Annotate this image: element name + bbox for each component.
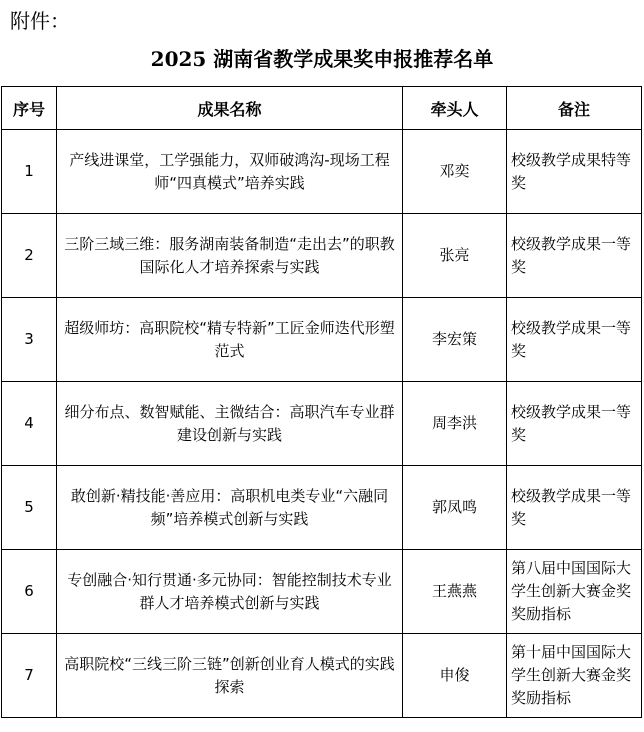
- header-leader: 牵头人: [403, 87, 507, 130]
- header-no: 序号: [2, 87, 57, 130]
- table-row: [2, 298, 642, 382]
- row-leader: 申俊: [403, 634, 507, 718]
- document-title: 2025 湖南省教学成果奖申报推荐名单: [150, 47, 494, 71]
- row-name: 超级师坊：高职院校“精专特新”工匠金师迭代形塑范式: [57, 298, 403, 382]
- table-row: [2, 382, 642, 466]
- row-no: 5: [2, 466, 57, 550]
- row-no: 1: [2, 130, 57, 214]
- row-leader: 李宏策: [403, 298, 507, 382]
- row-name: 高职院校“三线三阶三链”创新创业育人模式的实践探索: [57, 634, 403, 718]
- row-note: 第八届中国国际大学生创新大赛金奖奖励指标: [507, 550, 642, 634]
- attachment-label: 附件：: [10, 9, 70, 33]
- row-leader: 郭凤鸣: [403, 466, 507, 550]
- row-name: 细分布点、数智赋能、主微结合：高职汽车专业群建设创新与实践: [57, 382, 403, 466]
- row-no: 3: [2, 298, 57, 382]
- row-name: 产线进课堂，工学强能力，双师破鸿沟-现场工程师“四真模式”培养实践: [57, 130, 403, 214]
- row-no: 4: [2, 382, 57, 466]
- nomination-table: [1, 86, 642, 718]
- table-row: [2, 214, 642, 298]
- row-no: 2: [2, 214, 57, 298]
- row-note: 第十届中国国际大学生创新大赛金奖奖励指标: [507, 634, 642, 718]
- row-note: 校级教学成果一等奖: [507, 382, 642, 466]
- row-leader: 周李洪: [403, 382, 507, 466]
- row-name: 三阶三域三维：服务湖南装备制造“走出去”的职教国际化人才培养探索与实践: [57, 214, 403, 298]
- row-no: 6: [2, 550, 57, 634]
- row-name: 专创融合·知行贯通·多元协同：智能控制技术专业群人才培养模式创新与实践: [57, 550, 403, 634]
- row-name: 敢创新·精技能·善应用：高职机电类专业“六融同频”培养模式创新与实践: [57, 466, 403, 550]
- row-note: 校级教学成果特等奖: [507, 130, 642, 214]
- row-leader: 邓奕: [403, 130, 507, 214]
- table-row: [2, 130, 642, 214]
- row-leader: 张亮: [403, 214, 507, 298]
- header-name: 成果名称: [57, 87, 403, 130]
- table-row: [2, 634, 642, 718]
- header-note: 备注: [507, 87, 642, 130]
- row-note: 校级教学成果一等奖: [507, 298, 642, 382]
- table-header-row: [2, 87, 642, 130]
- table-row: [2, 550, 642, 634]
- row-note: 校级教学成果一等奖: [507, 466, 642, 550]
- table-row: [2, 466, 642, 550]
- row-note: 校级教学成果一等奖: [507, 214, 642, 298]
- row-leader: 王燕燕: [403, 550, 507, 634]
- row-no: 7: [2, 634, 57, 718]
